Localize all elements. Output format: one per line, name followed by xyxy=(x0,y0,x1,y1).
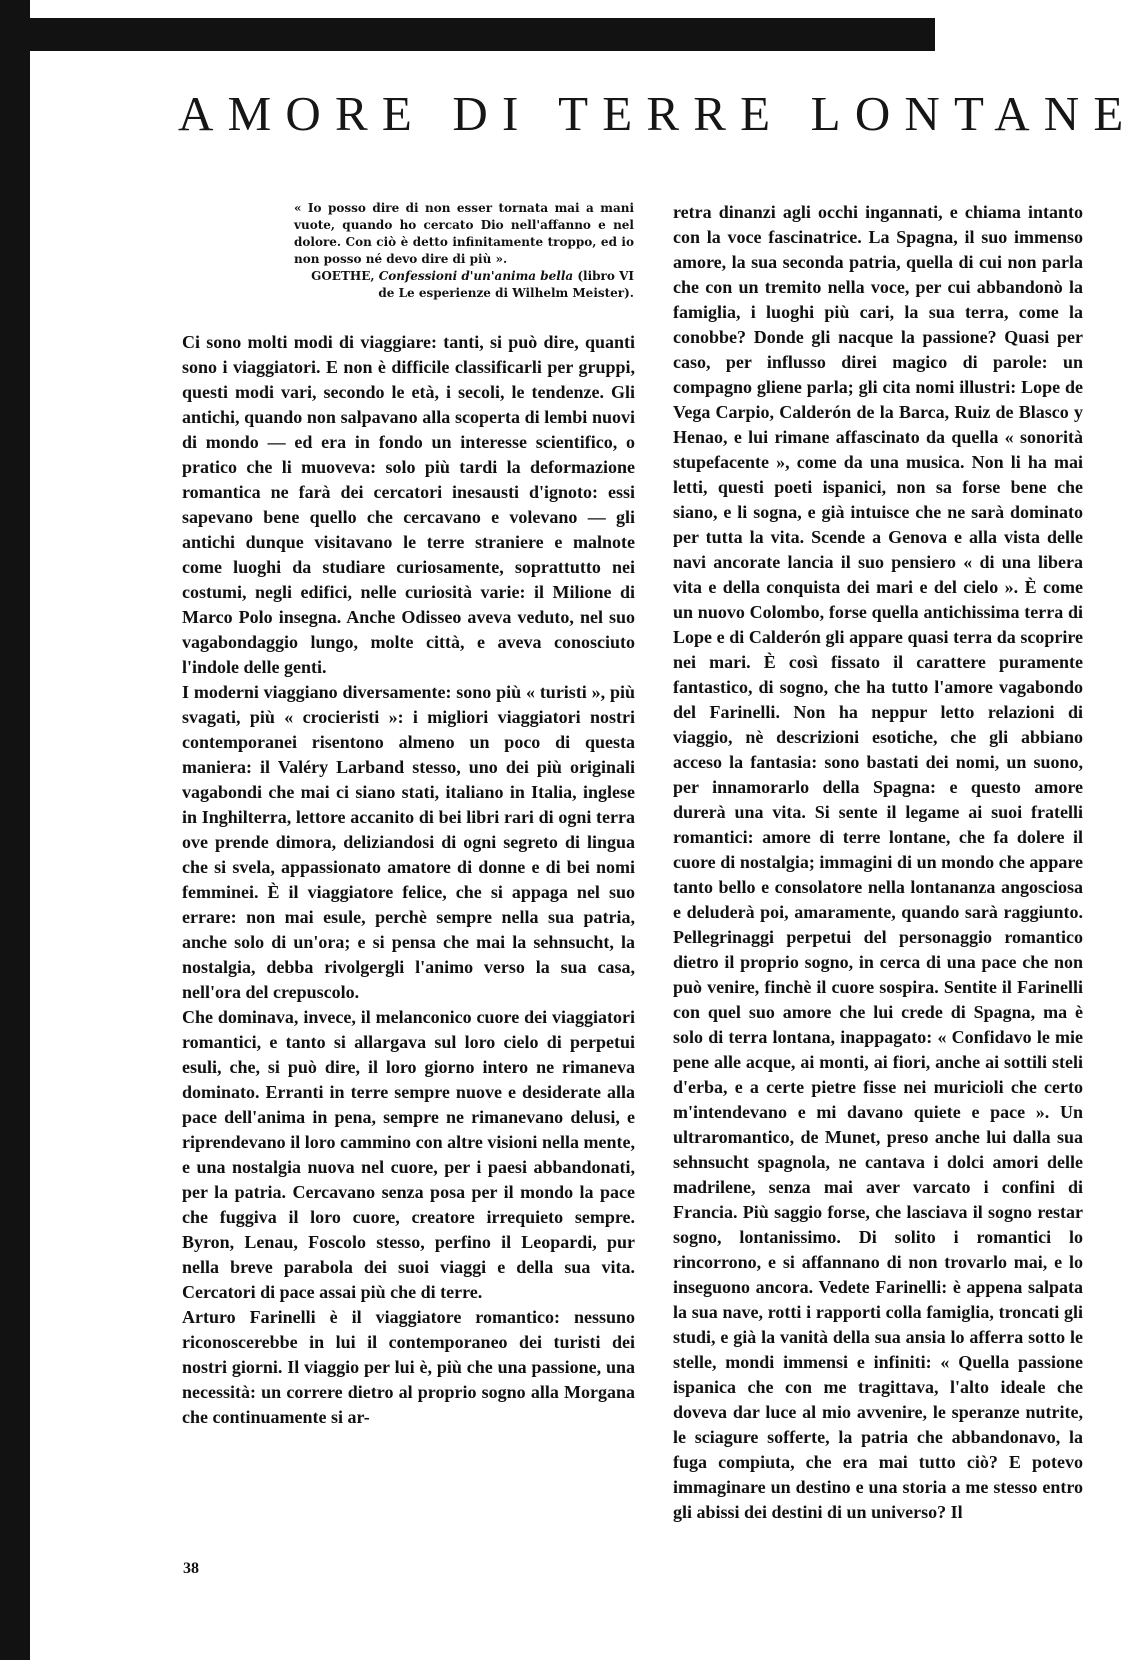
paragraph: Ci sono molti modi di viaggiare: tanti, si può dire, quanti sono i viaggiatori. E non è difficile classificarli per gruppi, questi modi vari, secondo le età, i secoli, le tendenze. Gli antichi, quando non salpavano alla scoperta di lembi nuovi di mondo — ed era in fondo un interesse scientifico, o pratico che li muoveva: solo più tardi la deformazione romantica ne farà dei cercatori inesausti d'ignoto: essi sapevano bene quello che cercavano e volevano — gli antichi dunque visitavano le terre straniere e malnote come luoghi da studiare curiosamente, soprattutto nei costumi, negli edifici, nelle curiosità varie: il Milione di Marco Polo insegna. Anche Odisseo aveva veduto, nel suo vagabondaggio lungo, molte città, e aveva conosciuto l'indole delle genti. xyxy=(182,332,635,677)
epigraph-source xyxy=(294,268,634,302)
top-dark-band xyxy=(30,18,935,51)
left-text-column xyxy=(182,330,635,1570)
paragraph: Che dominava, invece, il melanconico cuore dei viaggiatori romantici, e tanto si allargava sul loro cielo di perpetui esuli, che, si può dire, il loro giorno intero ne rimaneva dominato. Erranti in terre sempre nuove e desiderate alla pace dell'anima in pena, sempre ne rimanevano delusi, e riprendevano il loro cammino con altre visioni nella mente, e una nostalgia nuova nel cuore, per i paesi abbandonati, per la patria. Cercavano senza posa per il mondo la pace che fuggiva il loro cuore, creatore irrequieto sempre. Byron, Lenau, Foscolo stesso, perfino il Leopardi, pur nella breve parabola dei suoi viaggi e della sua vita. Cercatori di pace assai più che di terre. xyxy=(182,1007,635,1302)
page-number: 38 xyxy=(183,1560,199,1577)
epigraph-author: GOETHE, xyxy=(311,269,375,283)
epigraph-work: Confessioni d'un'anima bella xyxy=(378,269,574,283)
left-margin-dark-band xyxy=(0,0,30,1660)
page-title: AMORE DI TERRE LONTANE xyxy=(178,86,1137,141)
epigraph-source-rest: (libro VI de Le esperienze di Wilhelm Meister). xyxy=(378,269,634,300)
right-text-column xyxy=(673,200,1083,1580)
epigraph xyxy=(294,200,634,302)
paragraph: I moderni viaggiano diversamente: sono più « turisti », più svagati, più « crocieristi »: i migliori viaggiatori nostri contemporanei risentono almeno un poco di questa maniera: il Valéry Larband stesso, uno dei più originali vagabondi che mai ci siano stati, italiano in Italia, inglese in Inghilterra, lettore accanito di bei libri rari di ogni terra ove prende dimora, deliziandosi di ogni segreto di lingua che si svela, appassionato amatore di donne e di bei nomi femminei. È il viaggiatore felice, che si appaga nel suo errare: non mai esule, perchè sempre nella sua patria, anche solo di un'ora; e si pensa che mai la sehnsucht, la nostalgia, debba rivolgergli l'animo verso la sua casa, nell'ora del crepuscolo. xyxy=(182,682,635,1002)
paragraph: Arturo Farinelli è il viaggiatore romantico: nessuno riconoscerebbe in lui il contemporaneo dei turisti dei nostri giorni. Il viaggio per lui è, più che una passione, una necessità: un correre dietro al proprio sogno alla Morgana che continuamente si ar- xyxy=(182,1307,635,1427)
paragraph: retra dinanzi agli occhi ingannati, e chiama intanto con la voce fascinatrice. La Spagna, il suo immenso amore, la sua seconda patria, quella di cui non parla che con un tremito nella voce, per cui abbandonò la famiglia, i luoghi più cari, la sua terra, come la conobbe? Donde gli nacque la passione? Quasi per caso, per influsso direi magico di parole: un compagno gliene parla; gli cita nomi illustri: Lope de Vega Carpio, Calderón de la Barca, Ruiz de Blasco y Henao, e lui rimane affascinato da quella « sonorità stupefacente », come da una musica. Non li ha mai letti, questi poeti ispanici, non sa forse bene che siano, e li sogna, e già intuisce che ne sarà dominato per tutta la vita. Scende a Genova e alla vista delle navi ancorate lancia il suo pensiero « di una libera vita e della conquista dei mari e del cielo ». È come un nuovo Colombo, forse quella antichissima terra di Lope e di Calderón gli appare quasi terra da scoprire nei mari. È così fissato il carattere puramente fantastico, di sogno, che ha tutto l'amore vagabondo del Farinelli. Non ha neppur letto relazioni di viaggio, nè descrizioni esotiche, che gli abbiano acceso la fantasia: sono bastati dei nomi, un suono, per innamorarlo della Spagna: e questo amore durerà una vita. Si sente il legame ai suoi fratelli romantici: amore di terre lontane, che fa dolere il cuore di nostalgia; immagini di un mondo che appare tanto bello e consolatore nella lontananza angosciosa e deluderà poi, amaramente, quando sarà raggiunto. Pellegrinaggi perpetui del personaggio romantico dietro il proprio sogno, in cerca di una pace che non può venire, finchè il cuore sospira. Sentite il Farinelli con quel suo amore che lui crede di Spagna, ma è solo di terra lontana, inappagato: « Confidavo le mie pene alle acque, ai monti, ai fiori, anche ai sottili steli d'erba, e a certe pietre fisse nei muricioli che certo m'intendevano e mi davano quiete e pace ». Un ultraromantico, de Munet, preso anche lui dalla sua sehnsucht spagnola, ne cantava i dolci amori delle madrilene, senza mai aver varcato i confini di Francia. Più saggio forse, che lasciava il sogno restar sogno, lontanissimo. Di solito i romantici lo rincorrono, e si affannano di non trovarlo mai, e lo inseguono ancora. Vedete Farinelli: è appena salpata la sua nave, rotti i rapporti colla famiglia, troncati gli studi, e già la vanità della sua ansia lo afferra sotto le stelle, mondi immensi e infiniti: « Quella passione ispanica che con me tragittava, l'alto ideale che doveva dar luce al mio avvenire, le speranze nutrite, le sciagure sofferte, la patria che abbandonavo, la fuga compiuta, che era mai tutto ciò? E potevo immaginare un destino e una storia a me stesso entro gli abissi dei destini di un universo? Il xyxy=(673,202,1083,1522)
epigraph-quote: « Io posso dire di non esser tornata mai a mani vuote, quando ho cercato Dio nell'affanno e nel dolore. Con ciò è detto infinitamente troppo, ed io non posso né devo dire di più ». xyxy=(294,201,634,266)
